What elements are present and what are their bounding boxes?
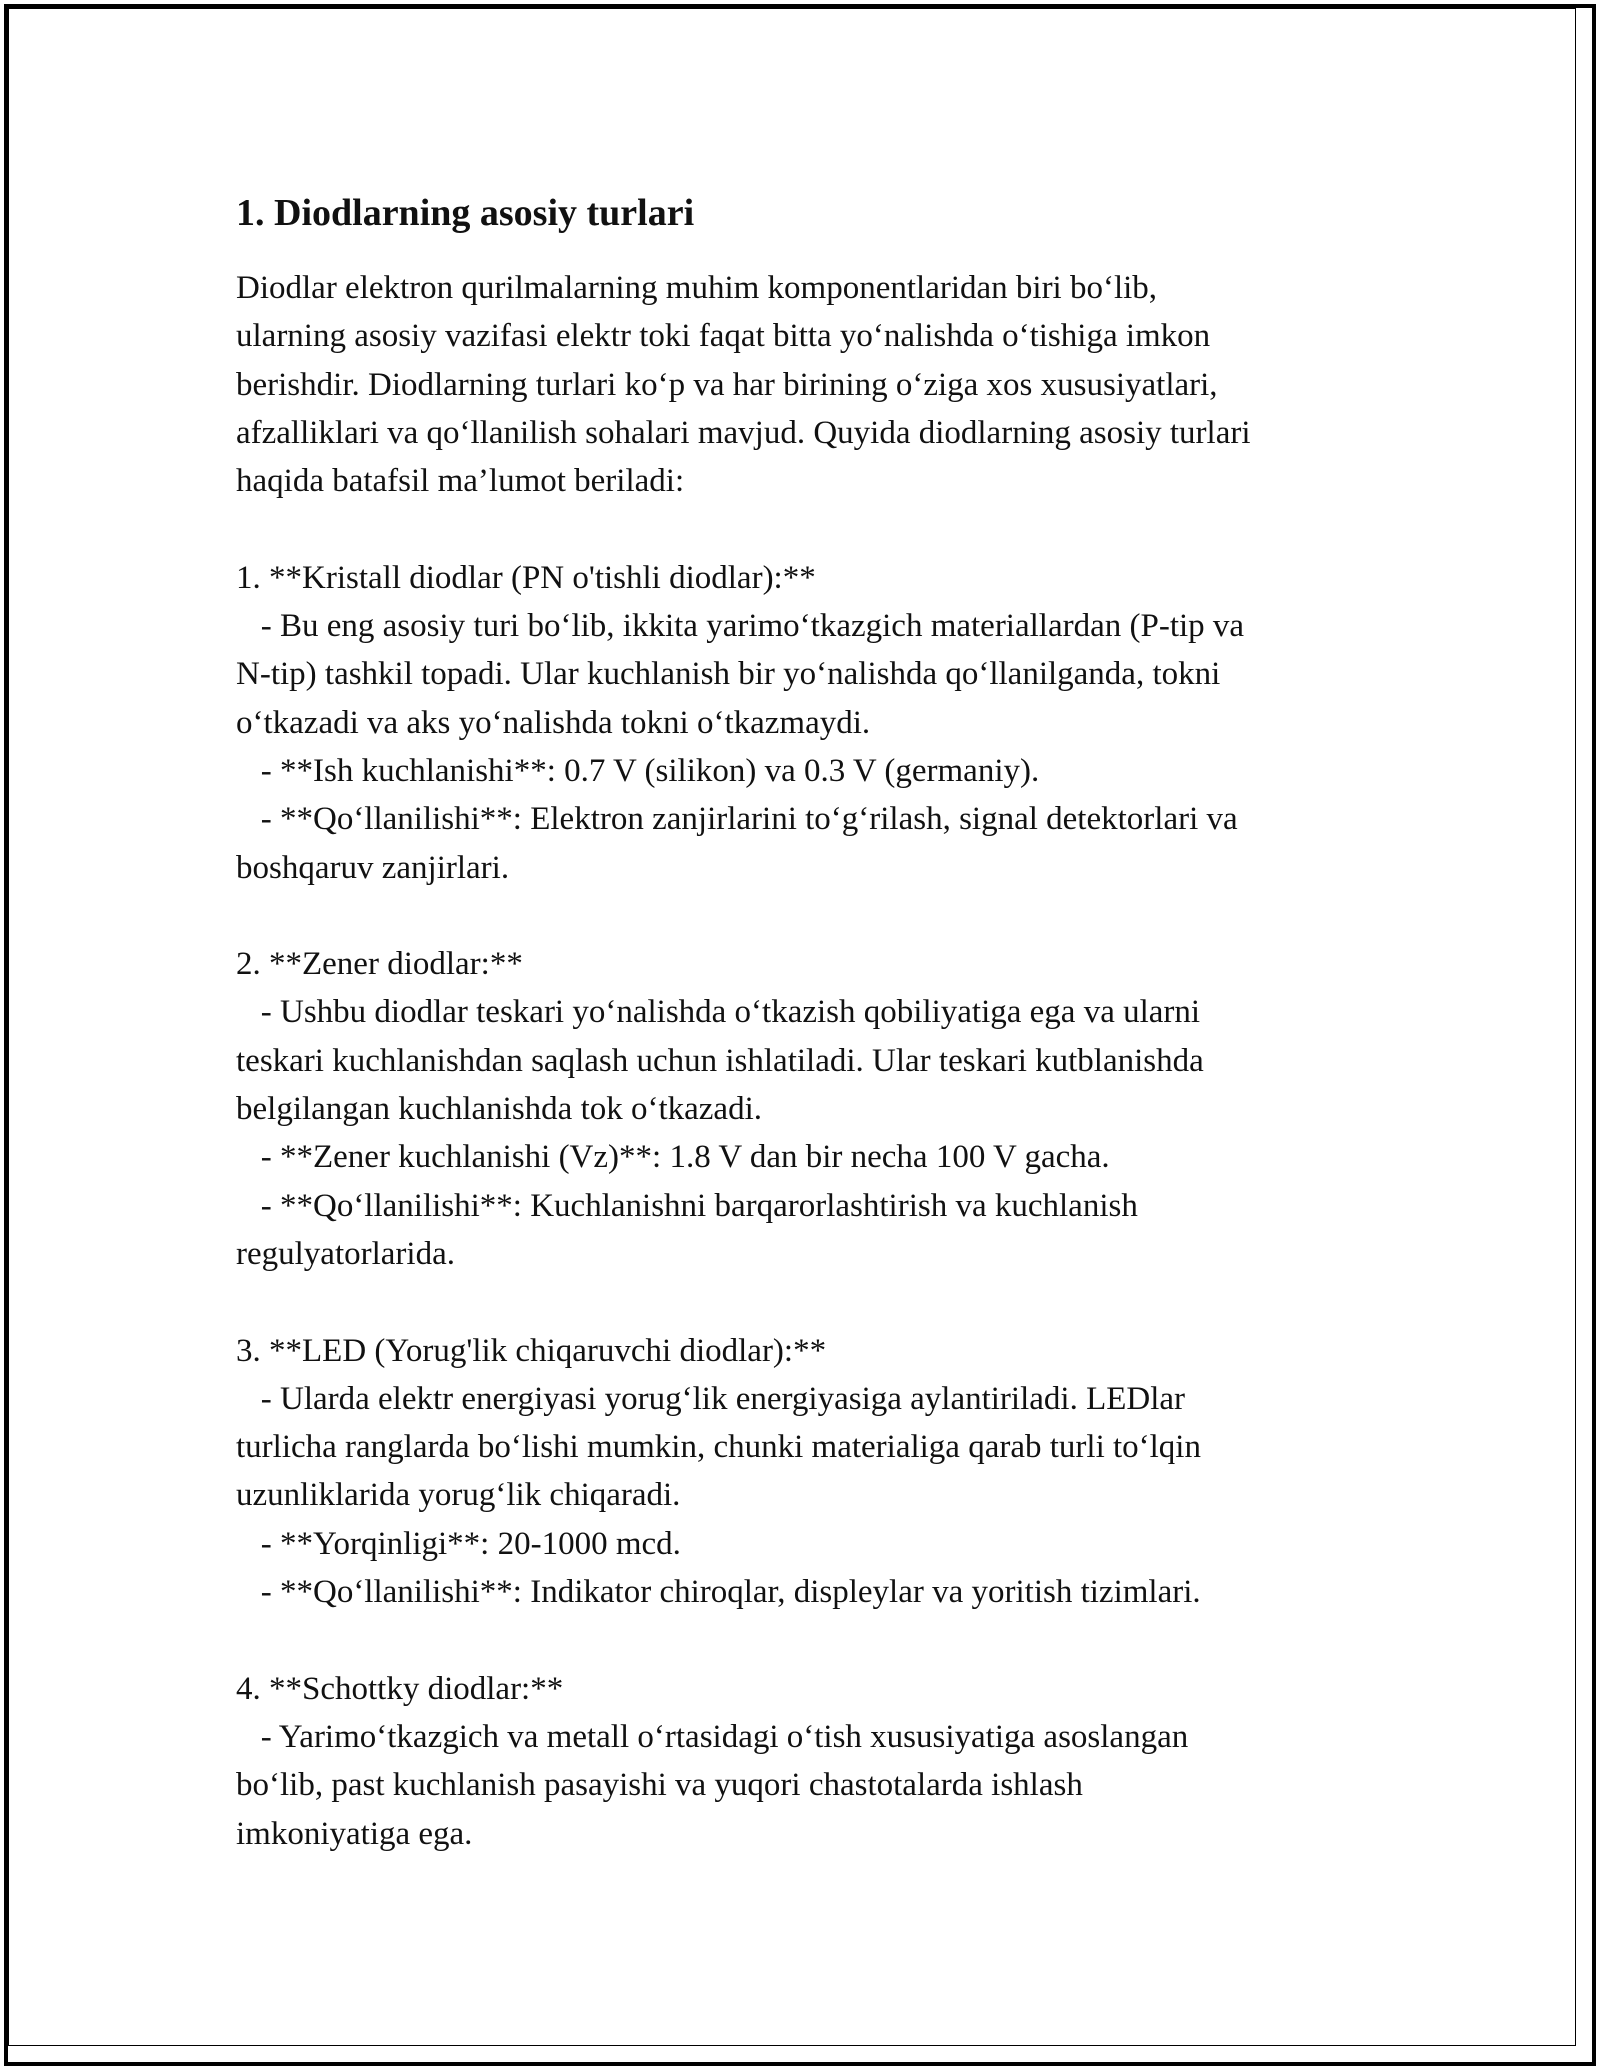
text-line: uzunliklarida yorug‘lik chiqaradi. — [236, 1477, 681, 1514]
text-line: - Yarimo‘tkazgich va metall o‘rtasidagi o‘tish xususiyatiga asoslangan — [236, 1718, 1189, 1755]
text-line: - **Qo‘llanilishi**: Kuchlanishni barqarorlashtirish va kuchlanish — [236, 1187, 1138, 1224]
text-line: belgilangan kuchlanishda tok o‘tkazadi. — [236, 1091, 763, 1128]
text-line: 4. **Schottky diodlar:** — [236, 1670, 564, 1707]
blank-line — [236, 1278, 1386, 1326]
text-line: - **Zener kuchlanishi (Vz)**: 1.8 V dan bir necha 100 V gacha. — [236, 1139, 1110, 1176]
blank-line — [236, 1616, 1386, 1664]
text-line: - **Ish kuchlanishi**: 0.7 V (silikon) va 0.3 V (germaniy). — [236, 752, 1040, 789]
text-line: - Bu eng asosiy turi bo‘lib, ikkita yarimo‘tkazgich materiallardan (P-tip va — [236, 608, 1245, 645]
text-line: afzalliklari va qo‘llanilish sohalari mavjud. Quyida diodlarning asosiy turlari — [236, 414, 1251, 451]
text-line: haqida batafsil ma’lumot beriladi: — [236, 463, 685, 500]
text-line: berishdir. Diodlarning turlari ko‘p va har birining o‘ziga xos xususiyatlari, — [236, 366, 1218, 403]
text-line: turlicha ranglarda bo‘lishi mumkin, chunki materialiga qarab turli to‘lqin — [236, 1429, 1201, 1466]
body-text — [236, 264, 1386, 1858]
text-line: regulyatorlarida. — [236, 1235, 455, 1272]
text-line: - **Qo‘llanilishi**: Elektron zanjirlarini to‘g‘rilash, signal detektorlari va — [236, 801, 1238, 838]
document-body — [236, 188, 1386, 1858]
text-line: - **Yorqinligi**: 20-1000 mcd. — [236, 1525, 681, 1562]
text-line: - **Qo‘llanilishi**: Indikator chiroqlar, displeylar va yoritish tizimlari. — [236, 1574, 1201, 1611]
text-line: N-tip) tashkil topadi. Ular kuchlanish bir yo‘nalishda qo‘llanilganda, tokni — [236, 656, 1221, 693]
text-line: 3. **LED (Yorug'lik chiqaruvchi diodlar):** — [236, 1332, 827, 1369]
text-line: 2. **Zener diodlar:** — [236, 946, 523, 983]
blank-line — [236, 505, 1386, 553]
text-line: bo‘lib, past kuchlanish pasayishi va yuqori chastotalarda ishlash — [236, 1767, 1083, 1804]
text-line: teskari kuchlanishdan saqlash uchun ishlatiladi. Ular teskari kutblanishda — [236, 1042, 1204, 1079]
blank-line — [236, 892, 1386, 940]
section-heading: 1. Diodlarning asosiy turlari — [236, 192, 695, 234]
text-line: ularning asosiy vazifasi elektr toki faqat bitta yo‘nalishda o‘tishiga imkon — [236, 318, 1211, 355]
text-line: Diodlar elektron qurilmalarning muhim komponentlaridan biri bo‘lib, — [236, 270, 1158, 306]
text-line: imkoniyatiga ega. — [236, 1815, 473, 1852]
text-line: o‘tkazadi va aks yo‘nalishda tokni o‘tkazmaydi. — [236, 704, 871, 741]
text-line: boshqaruv zanjirlari. — [236, 849, 510, 886]
text-line: - Ularda elektr energiyasi yorug‘lik energiyasiga aylantiriladi. LEDlar — [236, 1380, 1186, 1417]
text-line: - Ushbu diodlar teskari yo‘nalishda o‘tkazish qobiliyatiga ega va ularni — [236, 994, 1201, 1031]
text-line: 1. **Kristall diodlar (PN o'tishli diodlar):** — [236, 559, 816, 596]
